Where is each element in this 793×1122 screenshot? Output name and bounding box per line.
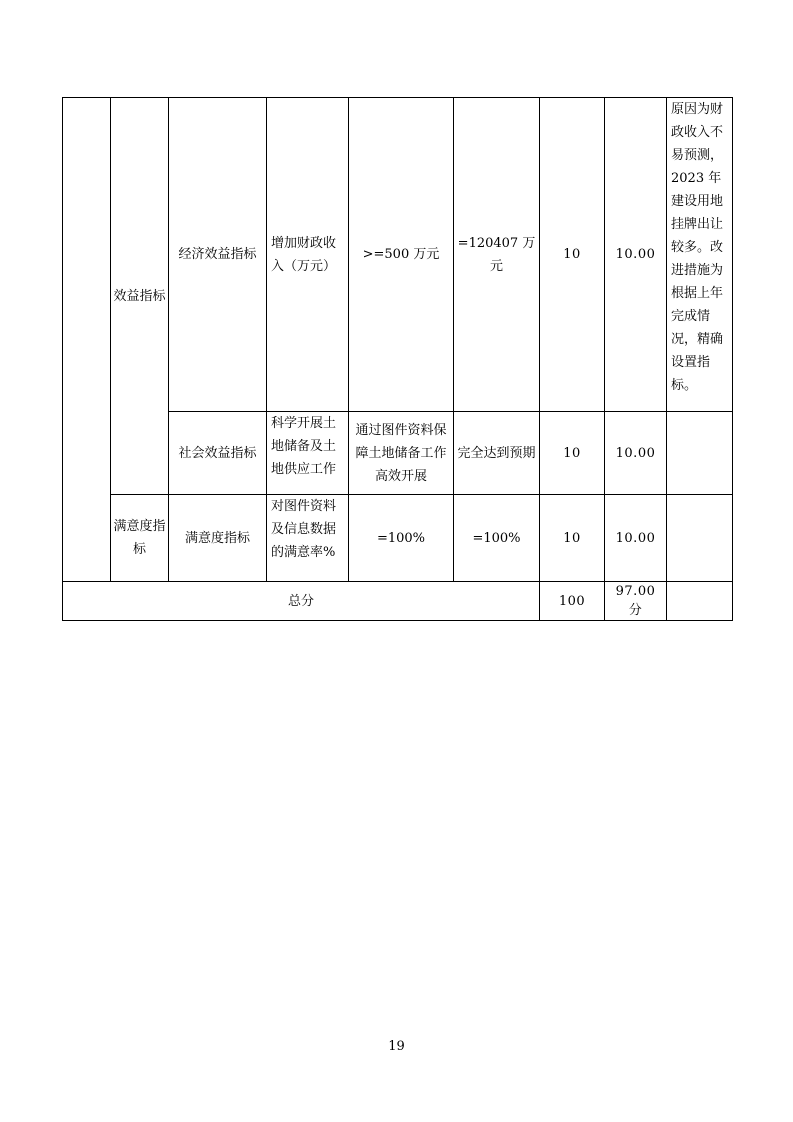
score-cell: 10.00	[605, 412, 667, 495]
total-row	[63, 582, 733, 621]
score-cell: 10.00	[605, 98, 667, 412]
level3-indicator-cell: 对图件资料及信息数据的满意率%	[267, 495, 349, 582]
target-value-cell: =100%	[349, 495, 454, 582]
actual-value-cell: 完全达到预期	[454, 412, 540, 495]
deviation-note-cell	[667, 412, 733, 495]
weight-cell: 10	[540, 98, 605, 412]
page-number: 19	[388, 1039, 405, 1054]
total-label-cell: 总分	[63, 582, 540, 621]
weight-cell: 10	[540, 412, 605, 495]
level3-indicator-cell: 增加财政收入（万元）	[267, 98, 349, 412]
deviation-note-cell	[667, 495, 733, 582]
weight-cell: 10	[540, 495, 605, 582]
target-value-cell: >=500 万元	[349, 98, 454, 412]
table-row	[63, 495, 733, 582]
score-cell: 10.00	[605, 495, 667, 582]
deviation-note-cell: 原因为财政收入不易预测，2023 年建设用地挂牌出让较多。改进措施为根据上年完成情况，精确设置指标。	[667, 98, 733, 412]
actual-value-cell: =100%	[454, 495, 540, 582]
performance-table	[62, 97, 733, 621]
total-note-cell	[667, 582, 733, 621]
table-row	[63, 98, 733, 412]
level1-indicator-cell: 满意度指标	[111, 495, 169, 582]
total-score-cell: 97.00 分	[605, 582, 667, 621]
level2-indicator-cell: 社会效益指标	[169, 412, 267, 495]
target-value-cell: 通过图件资料保障土地储备工作高效开展	[349, 412, 454, 495]
total-weight-cell: 100	[540, 582, 605, 621]
level2-indicator-cell: 满意度指标	[169, 495, 267, 582]
level3-indicator-cell: 科学开展土地储备及土地供应工作	[267, 412, 349, 495]
level1-indicator-cell: 效益指标	[111, 98, 169, 495]
category-cell	[63, 98, 111, 582]
actual-value-cell: =120407 万元	[454, 98, 540, 412]
level2-indicator-cell: 经济效益指标	[169, 98, 267, 412]
